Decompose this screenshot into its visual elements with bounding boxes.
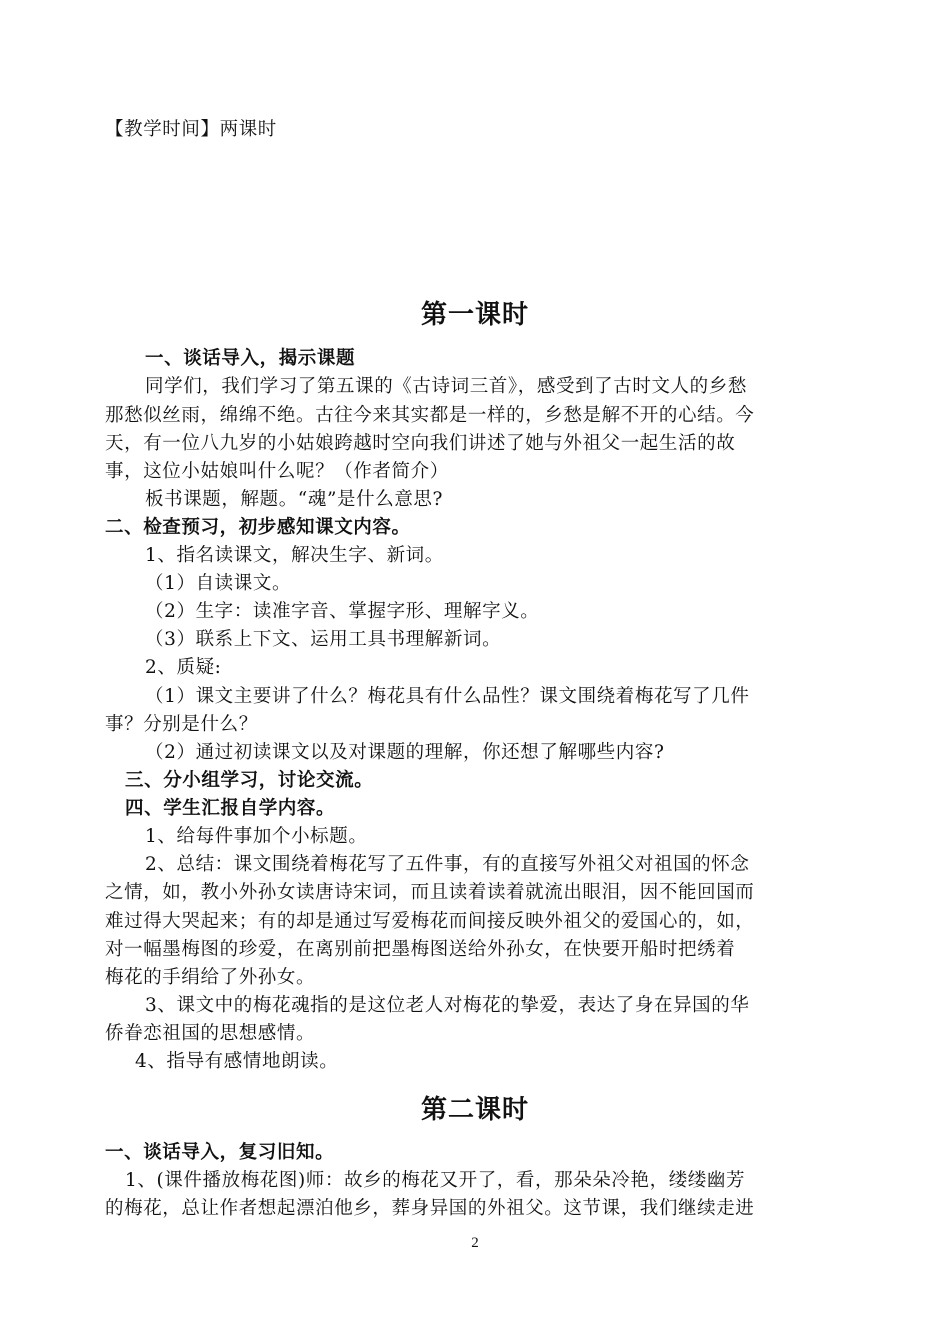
lesson1-section4-line: 1、给每件事加个小标题。 [145, 826, 368, 847]
lesson2-section1-heading: 一、谈话导入，复习旧知。 [105, 1142, 335, 1163]
lesson1-section2-line: 1、指名读课文，解决生字、新词。 [145, 545, 444, 566]
lesson1-section3-heading: 三、分小组学习，讨论交流。 [125, 770, 374, 791]
lesson2-title: 第二课时 [420, 1095, 529, 1125]
lesson1-section1-line: 同学们，我们学习了第五课的《古诗词三首》，感受到了古时文人的乡愁 [145, 376, 747, 397]
lesson1-section4-line: 4、指导有感情地朗读。 [135, 1051, 339, 1072]
lesson1-section2-line: （2）生字：读准字音、掌握字形、理解字义。 [145, 601, 540, 622]
lesson1-section4-line: 2、总结：课文围绕着梅花写了五件事，有的直接写外祖父对祖国的怀念 [145, 854, 750, 875]
lesson1-section4-line: 3、课文中的梅花魂指的是这位老人对梅花的挚爱，表达了身在异国的华 [145, 995, 750, 1016]
lesson1-section2-line: （2）通过初读课文以及对课题的理解，你还想了解哪些内容? [145, 742, 665, 763]
lesson1-section1-line: 那愁似丝雨，绵绵不绝。古往今来其实都是一样的，乡愁是解不开的心结。今 [105, 405, 755, 426]
lesson2-section1-line: 1、(课件播放梅花图)师：故乡的梅花又开了，看，那朵朵冷艳，缕缕幽芳 [125, 1170, 746, 1191]
lesson1-section1-line: 事，这位小姑娘叫什么呢？（作者简介） [105, 461, 449, 482]
lesson1-section2-line: （1）课文主要讲了什么？梅花具有什么品性？课文围绕着梅花写了几件 [145, 686, 750, 707]
teaching-time: 【教学时间】两课时 [105, 119, 277, 140]
lesson1-section4-line: 对一幅墨梅图的珍爱，在离别前把墨梅图送给外孙女，在快要开船时把绣着 [105, 939, 736, 960]
page-number: 2 [471, 1235, 479, 1251]
lesson1-section1-line: 板书课题，解题。“魂”是什么意思? [145, 489, 444, 510]
lesson1-section4-heading: 四、学生汇报自学内容。 [125, 798, 336, 819]
lesson1-section1-heading: 一、谈话导入，揭示课题 [145, 348, 356, 369]
lesson1-title: 第一课时 [420, 300, 529, 330]
lesson1-section4-line: 侨眷恋祖国的思想感情。 [105, 1023, 316, 1044]
lesson1-section4-line: 梅花的手绢给了外孙女。 [105, 967, 316, 988]
lesson2-section1-line: 的梅花，总让作者想起漂泊他乡，葬身异国的外祖父。这节课，我们继续走进 [105, 1198, 755, 1219]
lesson1-section4-line: 难过得大哭起来；有的却是通过写爱梅花而间接反映外祖父的爱国心的，如， [105, 911, 755, 932]
lesson1-section2-line: 2、质疑: [145, 657, 222, 678]
lesson1-section4-line: 之情，如，教小外孙女读唐诗宋词，而且读着读着就流出眼泪，因不能回国而 [105, 882, 755, 903]
lesson1-section2-heading: 二、检查预习，初步感知课文内容。 [105, 517, 411, 538]
lesson1-section2-line: 事？分别是什么？ [105, 714, 258, 735]
lesson1-section2-line: （1）自读课文。 [145, 573, 292, 594]
lesson1-section2-line: （3）联系上下文、运用工具书理解新词。 [145, 629, 502, 650]
lesson1-section1-line: 天，有一位八九岁的小姑娘跨越时空向我们讲述了她与外祖父一起生活的故 [105, 433, 736, 454]
